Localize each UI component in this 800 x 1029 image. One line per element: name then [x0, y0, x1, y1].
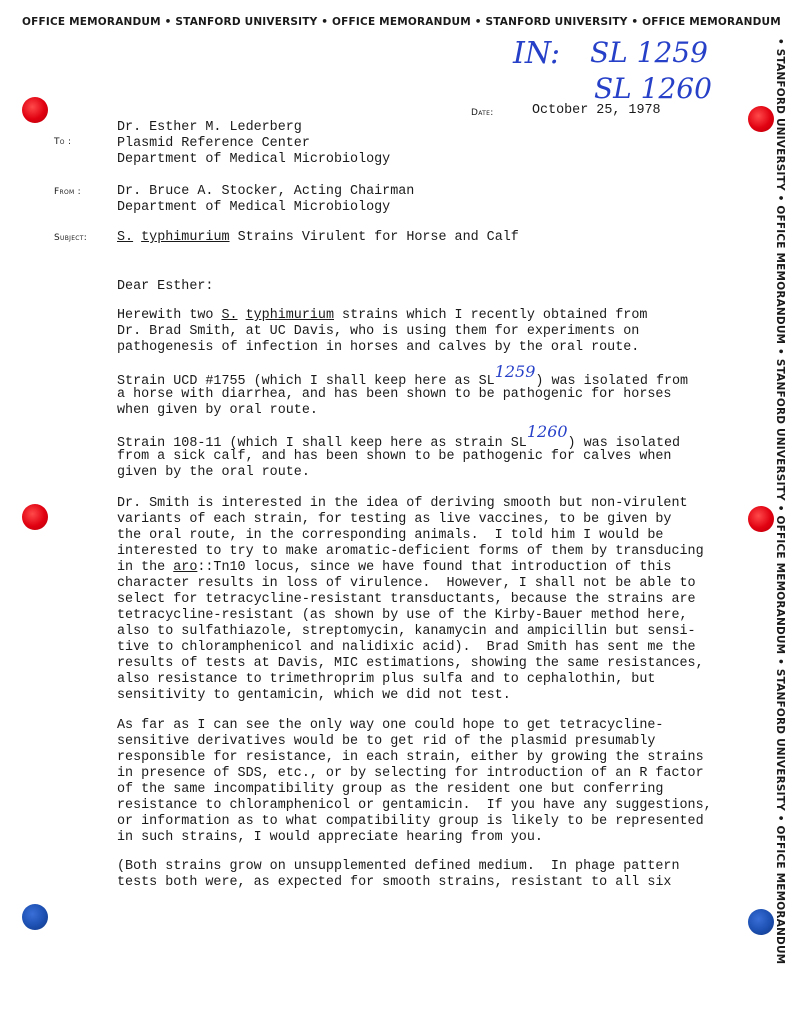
p3-line-3: given by the oral route. [117, 465, 310, 480]
letterhead-side-banner: • STANFORD UNIVERSITY • OFFICE MEMORANDUM • STANFORD UNIVERSITY • OFFICE MEMORANDUM • STANFORD UNIVERSITY • OFFICE MEMORANDUM [774, 38, 786, 965]
p1-line-3: pathogenesis of infection in horses and calves by the oral route. [117, 340, 640, 355]
p2-text-a: Strain UCD #1755 (which I shall keep here as SL [117, 374, 495, 389]
punch-hole-top-left [22, 97, 48, 123]
p5-line-5: of the same incompatibility group as the resident one but conferring [117, 782, 664, 797]
p4-line-1: Dr. Smith is interested in the idea of deriving smooth but non-virulent [117, 496, 688, 511]
p4-line-12: also resistance to trimethroprim plus sulfa and to cephalothin, but [117, 672, 656, 687]
p4-line-9: also to sulfathiazole, streptomycin, kanamycin and ampicillin but sensi- [117, 624, 696, 639]
p1-line-2: Dr. Brad Smith, at UC Davis, who is using them for experiments on [117, 324, 640, 339]
date-label: Date: [471, 108, 494, 118]
p5-line-1: As far as I can see the only way one could hope to get tetracycline- [117, 718, 664, 733]
p2-line-3: when given by oral route. [117, 403, 318, 418]
p4-aro: aro [173, 560, 198, 575]
p2-text-b: ) was isolated from [535, 374, 689, 389]
p1-text-b: strains which I recently obtained from [334, 308, 648, 323]
p4-line-4: interested to try to make aromatic-deficient forms of them by transducing [117, 544, 704, 559]
p1-line-1 [117, 308, 647, 324]
letterhead-top-banner: OFFICE MEMORANDUM • STANFORD UNIVERSITY • OFFICE MEMORANDUM • STANFORD UNIVERSITY • OFFICE MEMORANDUM [22, 16, 781, 28]
from-line-1: Dr. Bruce A. Stocker, Acting Chairman [117, 184, 415, 199]
memo-date: October 25, 1978 [532, 103, 661, 118]
to-line-2: Plasmid Reference Center [117, 136, 310, 151]
to-line-3: Department of Medical Microbiology [117, 152, 391, 167]
p4-line-6: character results in loss of virulence. However, I shall not be able to [117, 576, 696, 591]
p5-line-8: in such strains, I would appreciate hearing from you. [117, 830, 543, 845]
p3-text-a: Strain 108-11 (which I shall keep here as strain SL [117, 436, 527, 451]
subject-species: typhimurium [141, 230, 230, 245]
p6-line-2: tests both were, as expected for smooth strains, resistant to all six [117, 875, 672, 890]
p2-line-2: a horse with diarrhea, and has been shown to be pathogenic for horses [117, 387, 672, 402]
handwritten-strain-1260: 1260 [526, 422, 568, 441]
handwritten-ref-2: SL 1260 [594, 72, 712, 105]
to-label: To : [54, 137, 72, 147]
handwritten-in-label: IN: [513, 36, 561, 71]
p4-line-11: results of tests at Davis, MIC estimations, showing the same resistances, [117, 656, 704, 671]
p5-line-2: sensitive derivatives would be to get rid of the plasmid presumably [117, 734, 656, 749]
p4-text-b: ::Tn10 locus, since we have found that introduction of this [197, 560, 672, 575]
p4-line-5 [117, 560, 671, 576]
from-line-2: Department of Medical Microbiology [117, 200, 391, 215]
from-label: From : [54, 187, 81, 197]
p5-line-6: resistance to chloramphenicol or gentamicin. If you have any suggestions, [117, 798, 712, 813]
p6-line-1: (Both strains grow on unsupplemented defined medium. In phage pattern [117, 859, 680, 874]
punch-hole-top-right [748, 106, 774, 132]
p3-text-b: ) was isolated [567, 436, 681, 451]
p4-line-10: tive to chloramphenicol and nalidixic acid). Brad Smith has sent me the [117, 640, 696, 655]
p1-species: typhimurium [245, 308, 334, 323]
p4-line-2: variants of each strain, for testing as live vaccines, to be given by [117, 512, 672, 527]
p4-line-8: tetracycline-resistant (as shown by use of the Kirby-Bauer method here, [117, 608, 688, 623]
p4-line-7: select for tetracycline-resistant transductants, because the strains are [117, 592, 696, 607]
punch-hole-mid-right [748, 506, 774, 532]
punch-hole-bottom-right [748, 909, 774, 935]
subject-line [117, 230, 519, 246]
p4-line-13: sensitivity to gentamicin, which we did not test. [117, 688, 511, 703]
p1-genus: S. [221, 308, 238, 323]
p5-line-7: or information as to what compatibility group is likely to be represented [117, 814, 704, 829]
to-line-1: Dr. Esther M. Lederberg [117, 120, 302, 135]
p5-line-4: in presence of SDS, etc., or by selecting for introduction of an R factor [117, 766, 704, 781]
p1-text-a: Herewith two [117, 308, 222, 323]
p4-line-3: the oral route, in the corresponding animals. I told him I would be [117, 528, 664, 543]
subject-genus: S. [117, 230, 134, 245]
salutation: Dear Esther: [117, 279, 214, 294]
punch-hole-bottom-left [22, 904, 48, 930]
p5-line-3: responsible for resistance, in each strain, either by growing the strains [117, 750, 704, 765]
p3-line-2: from a sick calf, and has been shown to be pathogenic for calves when [117, 449, 672, 464]
punch-hole-mid-left [22, 504, 48, 530]
subject-label: Subject: [54, 233, 88, 243]
handwritten-ref-1: SL 1259 [590, 36, 708, 69]
subject-rest: Strains Virulent for Horse and Calf [229, 230, 519, 245]
p4-text-a: in the [117, 560, 174, 575]
handwritten-strain-1259: 1259 [494, 362, 536, 381]
